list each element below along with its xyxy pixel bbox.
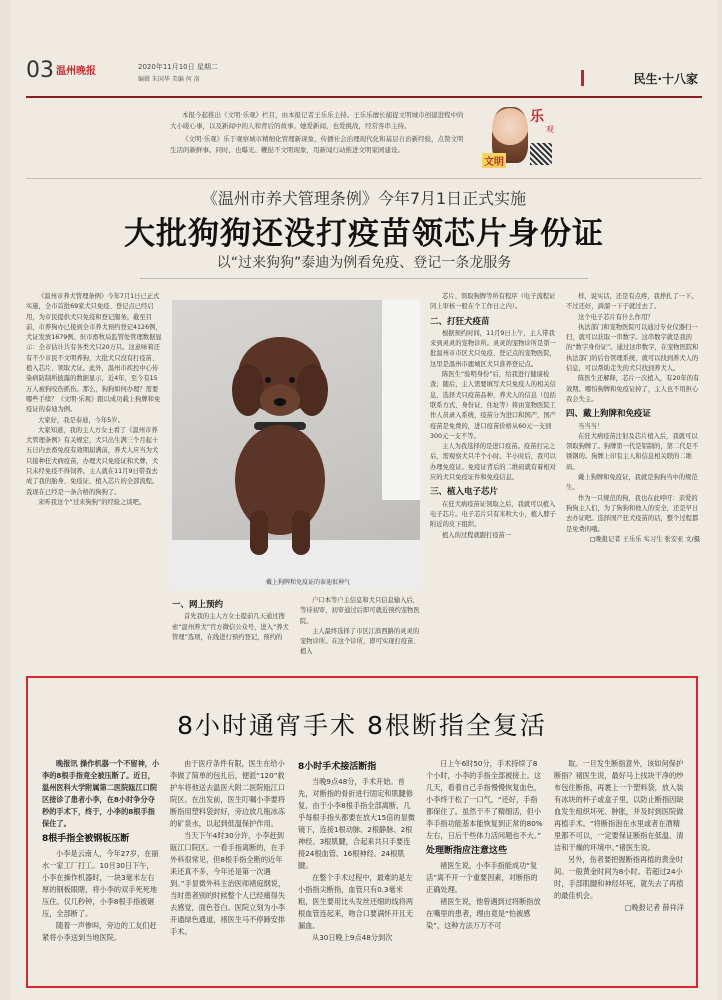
column-logo-guan: 观 <box>546 125 554 134</box>
paragraph: 主人为我选择的是进口疫苗。疫苗打完之后，需观察犬只半个小时。半小时后，我可以办理免疫证。免疫证背后的二维码就有着相对应的犬只免疫证件和免疫信息。 <box>430 443 556 482</box>
section-heading: 三、植入电子芯片 <box>430 487 499 498</box>
photo-caption: 戴上狗牌和免疫证的泰迪很神气 <box>266 579 351 586</box>
section-marker <box>581 70 584 86</box>
article1-column-4 <box>430 292 558 670</box>
intro-paragraph: 本报今起推出《文明·乐观》栏目，由本报记者王乐乐主持。王乐乐擅长捕捉文明城市创建进程中的大小暖心事，以及新闻中的人和背后的故事。她爱新闻，也爱挑战，经常客串主持。 <box>170 111 464 130</box>
vet-coat <box>382 300 420 500</box>
article2-byline: □晚报记者 薛祥洋 <box>624 903 684 912</box>
qr-code-icon <box>530 143 552 165</box>
article1-column-1 <box>26 292 162 662</box>
paragraph: 当天下午4时30分许，小李赶到瓯江口院区。一看手指离断的，在手外科很常见，但8根手指全断的近年来还真不多，今年还是第一次遇到。”手显微外科主治医师褚庭纲说，当时患者别的时候整个人已经痛得失去感觉，面色苍白。医院立刻为小李开通绿色通道，褚医生马不停蹄安排手术。 <box>170 831 286 936</box>
section-heading: 8小时手术接活断指 <box>298 762 377 772</box>
paragraph: 来听我这个“过来狗狗”的经验之谈吧。 <box>38 498 146 506</box>
paragraph: 随着一声惨叫，旁边的工友们赶紧将小李送到当地医院。 <box>42 921 157 942</box>
newspaper-page <box>10 0 718 1000</box>
article-subhead: 以“过来狗狗”泰迪为例看免疫、登记一条龙服务 <box>216 255 512 271</box>
column-intro <box>170 110 470 158</box>
paragraph: 另外，伤者要把握断指再植的黄金时间。一般黄金时间为8小时。若超过24小时，手部肌腱和神经坏死，就失去了再植的最佳机会。 <box>554 855 684 900</box>
paragraph: 《温州市养犬管理条例》今年7月1日已正式实施，全市首批69家犬只免疫、登记点已经启用，为市民提供犬只免疫和登记服务。截至目前，市养狗办已接到全市养犬预约登记4126例，犬证发放1679例。但市畜牧局监管处管理数据显示：全市估计共有各类犬只20万只。这意味着还有不少市民不文明养狗，大批犬只没有打疫苗、植入芯片、领取犬证。此外，温州市疾控中心传染病防制所披露的数据显示，近4年，至今有15万人被狗咬伤抓伤。那么，狗狗如何办理？需要哪些手续？《文明·乐观》跟以成功载上狗牌和免疫证的泰迪为例。 <box>26 293 162 414</box>
article1-column-3 <box>300 596 420 670</box>
dog-photo <box>172 300 420 590</box>
paragraph: 陈医生“验明身份”后，给我进行健康检查；随后，主人需要填写犬只免疫人的相关信息，选择犬只疫苗品种，养犬人的信息（包括联系方式、身份证、住址等）将由宠物医院工作人员录入系统，疫苗分为进口和国产，国产疫苗是免费的，进口疫苗价格从60元一支到300元一支不等。 <box>430 371 556 440</box>
paragraph: 芯片、领取狗牌等所有程序（电子流程证同上审核一般在个工作日之内）。 <box>430 293 556 311</box>
column-tag: 文明 <box>482 153 506 168</box>
article1-column-5 <box>566 292 700 670</box>
paragraph: 执法部门和宠物医院可以通过专业仪器扫一扫，就可以获取一串数字。这串数字就是我的的“数字身份证”。通过这串数字，在宠物医院和执法部门的后台管理系统，就可以找到养犬人的信息，可以帮助走失的犬只找到养犬人。 <box>566 323 699 373</box>
poodle-illustration <box>220 330 340 560</box>
article2-box <box>26 676 698 988</box>
paragraph: 晚报讯 操作机器一个不留神，小李的8根手指竟全被压断了。近日，温州医科大学附属第二医院瓯江口院区接诊了患者小李，在8小时争分夺秒的手术下，终于，小李的8根手指保住了。 <box>42 759 160 828</box>
paragraph: 取。一旦发生断指意外，该如何保护断指？褚医生说，最好马上找块干净的纱布包住断指，再裹上一个塑料袋，放入装有冰块的杯子或盒子里，以防止断指因缺血发生组织坏死、肿胀，并及时到医院做再植手术。“将断指泡在水里或者在酒精里都不可以，一定要保证断指在低温、清洁和干燥的环境中。”褚医生说。 <box>554 759 684 852</box>
paragraph: 户口本等户主信息和犬只信息输入后，等待初审，初审通过后即可就近预约宠物医院。 <box>300 597 420 625</box>
article2-column-2 <box>170 758 288 980</box>
header-divider <box>26 96 702 98</box>
headline-rule <box>140 278 588 279</box>
newspaper-brand: 温州晚报 <box>56 66 96 77</box>
issue-date: 2020年11月10日 星期二 <box>138 63 218 71</box>
paragraph: 小李是云南人，今年27岁，在丽水一家工厂打工。10月30日下午，小李在操作机器时，一块3毫米左右厚的钢板眼瞎，将小李的双手死死地压住。仅几秒钟，小李8根手指被砸压，全部断了。 <box>42 849 159 918</box>
article2-column-1 <box>42 758 160 980</box>
section-heading: 二、打狂犬疫苗 <box>430 316 490 327</box>
section-heading: 处理断指应注意这些 <box>426 846 508 856</box>
paragraph: 当晚9点48分，手术开始。首先，对断指的骨折进行固定和肌腱修复，由于小李8根手指全部离断，几乎每根手指头都要在放大15倍的显微镜下，连接1根动脉、2根静脉、2根神经、3根肌腱，合起来共只手要连接24根血管、16根神经、24根肌腱。 <box>298 777 415 870</box>
paragraph: 戴上狗牌和免疫证，我就是狗狗当中的规范生。 <box>566 474 698 492</box>
intro-paragraph: 《文明·乐观》乐于观察城市精细化管理新现象，传播社会治理现代化和基层自治新经验，点赞文明生活的新鲜事。同时，也曝光、鞭挞不文明现象，用新闻行动推进文明家园建设。 <box>170 135 464 154</box>
editor-credit: 编辑 朱国华 美编 何 洛 <box>138 76 200 83</box>
paragraph: 褚医生说，他曾遇到过将断指放在嘴里的患者，理由竟是“怕被感染”，这种方法万万不可 <box>426 897 541 930</box>
columnist-avatar <box>480 103 560 173</box>
article2-column-3 <box>298 758 416 980</box>
paragraph: 褚医生说，小李手指能成功“复活”离不开一个重要因素，对断指的正确处理。 <box>426 861 538 894</box>
section-heading: 一、网上预约 <box>172 600 224 610</box>
article-kicker: 《温州市养犬管理条例》今年7月1日正式实施 <box>201 189 527 208</box>
article2-headline: 8小时通宵手术 8根断指全复活 <box>177 711 547 740</box>
article2-column-5 <box>554 758 684 980</box>
article-headline: 大批狗狗还没打疫苗领芯片身份证 <box>124 216 604 252</box>
paragraph: 样，说实话，还是有点疼，我挣扎了一下。不过还好，滴溜一下子就过去了。 <box>566 293 698 311</box>
article2-column-4 <box>426 758 544 980</box>
paragraph: 根据预约时间，11月9日上午，主人带我来到灵灵的宠物诊所。灵灵的宠物诊所是第一批温州市市区犬只免疫、登记点的宠物医院，这里是温州市鹿城区犬只准养登记点。 <box>430 329 556 368</box>
paragraph: 在狂犬病疫苗注射及芯片植入后，我就可以领取狗牌了。狗牌第一代是铝制的，第二代是不锈钢的。狗牌上印有主人和信息相关联的二维码。 <box>566 432 699 471</box>
page-number: 03 <box>26 58 54 83</box>
paragraph: 当当当！ <box>578 422 604 430</box>
section-heading: 8根手指全被钢板压断 <box>42 834 130 844</box>
paragraph: 大家知道，我的主人方女士看了《温州市养犬管理条例》有关规定，犬只出生满三个月起十五日内去畜免疫有效期届满前，养犬人应当为犬只接种狂犬病疫苗，办理犬只免疫证和犬牌，犬只未经免疫不得饲养。主人就在11月9日带我去成了我的胎身、免疫证、植入芯片的全部流程。我现在已经是一条合格的狗狗了。 <box>26 426 159 496</box>
intro-divider <box>26 178 702 179</box>
paragraph: 主人最终选择了市区江滨西路的灵灵的宠物诊所。在这个诊所，即可实现打疫苗、植入 <box>300 627 420 656</box>
article1-byline: □晚报记者 王乐乐 实习生 张安亚 文/摄 <box>589 535 700 543</box>
paragraph: 首先我的主人方女士提前几天通过搜索“温州养犬”官方微信公众号，进入“养犬管理”选项，在线进行预约登记，预约的 <box>172 613 289 641</box>
paragraph: 这个电子芯片有什么作用？ <box>578 313 654 321</box>
paragraph: 在狂犬病疫苗证领取之后，我就可以植入电子芯片。电子芯片只有米粒大小，植入脖子附近的皮下组织。 <box>430 500 556 529</box>
article1-column-2 <box>172 596 292 670</box>
paragraph: 从30日晚上9点48分到次 <box>312 933 393 942</box>
paragraph: 植入的过程就跟打疫苗一 <box>442 531 512 539</box>
section-title: 民生·十八家 <box>633 72 698 86</box>
section-heading: 四、戴上狗牌和免疫证 <box>566 409 652 420</box>
page-header <box>26 56 702 96</box>
paragraph: 大家好，我是泰迪，今年5岁。 <box>38 416 124 424</box>
paragraph: 陈医生还解释，芯片一次植入，有20年的有效期。哪怕狗牌和免疫证掉了，主人也不用担心我会失主。 <box>566 375 700 403</box>
paragraph: 日上午6时50分，手术持续了8个小时，小李的手指全部被接上。这几天，看着自己手指慢慢恢复血色，小李终于松了一口气，“还好，手指都保住了。虽然干不了精细活，但小李手指功能基本能恢复到正常的80%左右，日后干些体力活问题也不大。” <box>426 759 543 840</box>
paragraph: 作为一只规范的狗，我也在此呼吁：亲爱的狗狗主人们，为了狗狗和他人的安全，还是早日去办证吧。选择国产狂犬疫苗的话，整个过程都是免费的哦。 <box>566 494 699 533</box>
paragraph: 由于医疗条件有限，医生在给小李做了简单的包扎后，便派“120”救护车将他送去温医大附二医院瓯江口院区。在出发前，医生叮嘱小李要将断指用塑料袋封好，旁边放几瓶冰冻的矿泉水，以起到低温保护作用。 <box>170 759 286 828</box>
paragraph: 在整个手术过程中，最难的是左小指指尖断指，血管只有0.3毫米粗，医生要用比头发丝还细的线将两根血管连起来，吻合口要满怀开且无漏血。 <box>298 873 414 930</box>
column-logo-le: 乐 <box>530 109 544 125</box>
